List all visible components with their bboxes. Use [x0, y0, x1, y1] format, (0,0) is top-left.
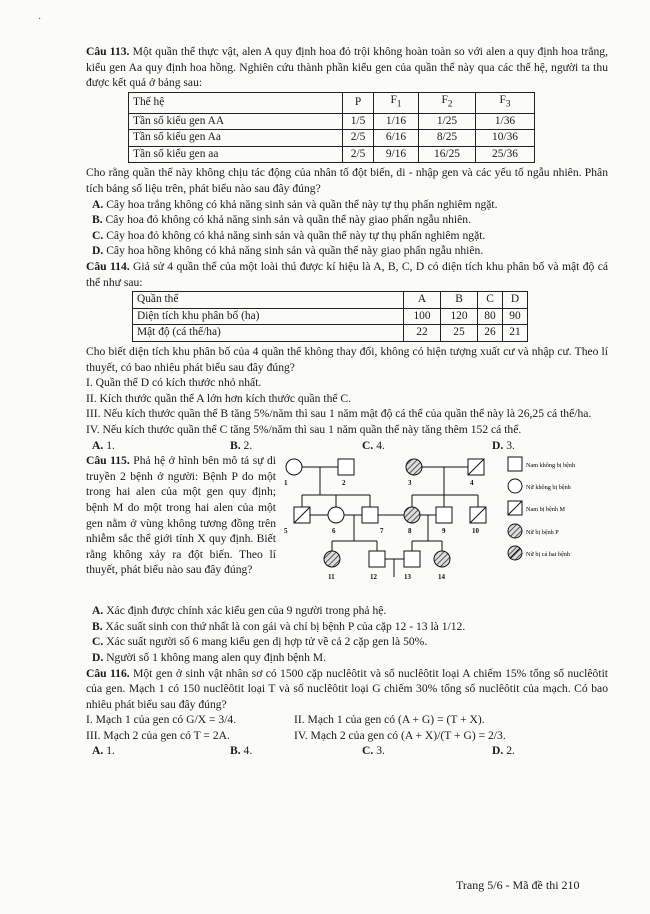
statement: II. Mạch 1 của gen có (A + G) = (T + X).: [294, 713, 485, 727]
table-cell: 8/25: [419, 130, 476, 147]
answer-option[interactable]: C. Xác suất người số 6 mang kiểu gen dị hợp tử về cả 2 cặp gen là 50%.: [92, 635, 428, 649]
pedigree-number: 1: [284, 479, 288, 488]
legend-label: Nữ không bị bệnh: [526, 484, 571, 492]
question-text: Giả sử 4 quần thể của một loài thú được kí hiệu là A, B, C, D có diện tích khu phân bố và mật độ cá thể như sau:: [86, 260, 608, 289]
legend-label: Nữ bị cả hai bệnh: [526, 551, 570, 559]
answer-option[interactable]: B. Xác suất sinh con thứ nhất là con gái và chỉ bị bệnh P của cặp 12 - 13 là 1/12.: [92, 619, 466, 633]
pedigree-diagram: [282, 453, 612, 603]
table-header: Quần thể: [133, 292, 404, 309]
statement: I. Mạch 1 của gen có G/X = 3/4.: [86, 713, 237, 727]
table-cell: 2/5: [343, 146, 374, 163]
female-unaffected-icon: [508, 479, 522, 493]
table-header: C: [478, 292, 503, 309]
pedigree-number: 6: [332, 527, 336, 536]
pedigree-number: 4: [470, 479, 474, 488]
table-cell: Tần số kiểu gen aa: [129, 146, 343, 163]
table-row: [129, 113, 535, 130]
pedigree-number: 7: [380, 527, 384, 536]
answer-option[interactable]: D. Người số 1 không mang alen quy định bệnh M.: [92, 650, 326, 664]
pedigree-number: 12: [370, 573, 377, 582]
table-header: D: [503, 292, 528, 309]
table-cell: 1/36: [476, 113, 535, 130]
pedigree-number: 8: [408, 527, 412, 536]
question-text: Một gen ở sinh vật nhân sơ có 1500 cặp nuclêôtit và số nuclêôtit loại A chiếm 15% tổng số nuclêôtit của gen. Mạch 1 có 150 nuclêôtit loại T và số nuclêôtit loại G chiếm 30% tổng số nuclêôtit của mạch. Có bao nhiêu phát biểu sau đây đúng?: [86, 666, 609, 711]
statement: III. Mạch 2 của gen có T = 2A.: [86, 728, 230, 742]
table-header: $F_3$: [476, 92, 535, 113]
answer-option[interactable]: A. Cây hoa trắng không có khả năng sinh sản và quần thể này tự thụ phấn nghiêm ngặt.: [92, 197, 498, 211]
table-cell: 10/36: [476, 130, 535, 147]
question-text: Cho rằng quần thể này không chịu tác động của nhân tố đột biến, di - nhập gen và các yếu tố ngẫu nhiên. Phân tích bảng số liệu trên, phát biểu nào sau đây đúng?: [86, 166, 608, 196]
table-header-row: [133, 292, 528, 309]
answer-option[interactable]: A. Xác định được chính xác kiểu gen của 9 người trong phả hệ.: [92, 604, 387, 618]
pedigree-number: 11: [328, 573, 335, 582]
exam-page: [86, 44, 608, 759]
table-header: B: [441, 292, 478, 309]
table-cell: 80: [478, 308, 503, 325]
question-number: Câu 113.: [86, 45, 130, 58]
table-cell: 25/36: [476, 146, 535, 163]
table-row: [133, 325, 528, 342]
legend-label: Nam bị bệnh M: [526, 506, 566, 514]
answer-option[interactable]: D. 2.: [492, 744, 515, 758]
answer-option[interactable]: C. 3.: [362, 744, 385, 758]
female-disease-p-icon: [508, 524, 522, 538]
answer-options-row: [86, 743, 608, 759]
table-row: [129, 146, 535, 163]
answer-option[interactable]: A. 1.: [92, 438, 115, 452]
pedigree-number: 5: [284, 527, 288, 536]
answer-option[interactable]: D. 3.: [492, 438, 515, 452]
statement: IV. Nếu kích thước quần thể C tăng 5%/năm thì sau 1 năm quần thể này tăng thêm 152 cá thể.: [86, 422, 522, 436]
pedigree-number: 9: [442, 527, 446, 536]
table-cell: 90: [503, 308, 528, 325]
statement: III. Nếu kích thước quần thể B tăng 5%/năm thì sau 1 năm mật độ cá thể của quần thể này là 26,25 cá thể/ha.: [86, 407, 592, 421]
table-cell: Tần số kiểu gen AA: [129, 113, 343, 130]
population-table: [132, 291, 528, 342]
statement: IV. Mạch 2 của gen có (A + X)/(T + G) = 2/3.: [294, 728, 506, 742]
question-text: Cho biết diện tích khu phân bố của 4 quần thể không thay đổi, không có hiện tượng xuất cư và nhập cư. Theo lí thuyết, có bao nhiêu phát biểu sau đây đúng?: [86, 344, 608, 374]
question-116: [86, 666, 608, 760]
question-115: [86, 453, 608, 665]
answer-option[interactable]: A. 1.: [92, 744, 115, 758]
pedigree-number: 3: [408, 479, 412, 488]
pedigree-number: 14: [438, 573, 445, 582]
table-cell: 26: [478, 325, 503, 342]
question-text: Phả hệ ở hình bên mô tả sự di truyền 2 bệnh ở người: Bệnh P do một trong hai alen của một gen quy định; bệnh M do một trong hai alen của một gen nằm ở vùng không tương đồng trên nhiễm sắc thể giới tính X quy định. Biết rằng không xảy ra đột biến. Theo lí thuyết, phát biểu nào sau đây đúng?: [86, 454, 277, 577]
table-cell: 6/16: [374, 130, 419, 147]
question-number: Câu 116.: [86, 666, 130, 680]
statement: I. Quần thể D có kích thước nhỏ nhất.: [86, 376, 262, 390]
answer-option[interactable]: C. Cây hoa đỏ không có khả năng sinh sản và quần thể này tự thụ phấn nghiêm ngặt.: [92, 228, 486, 242]
pedigree-legend: [508, 457, 576, 560]
question-number: Câu 114.: [86, 260, 130, 273]
table-cell: 120: [441, 308, 478, 325]
table-cell: 1/25: [419, 113, 476, 130]
answer-option[interactable]: C. 4.: [362, 438, 385, 452]
table-cell: Mật độ (cá thể/ha): [133, 325, 404, 342]
page-footer: Trang 5/6 - Mã đề thi 210: [456, 878, 580, 892]
statement: II. Kích thước quần thể A lớn hơn kích thước quần thể C.: [86, 391, 352, 405]
answer-option[interactable]: B. 4.: [230, 744, 253, 758]
answer-option[interactable]: B. Cây hoa đỏ không có khả năng sinh sản và quần thể này giao phấn ngẫu nhiên.: [92, 213, 471, 227]
pedigree-number: 13: [404, 573, 411, 582]
question-113: [86, 44, 608, 259]
question-number: Câu 115.: [86, 454, 130, 468]
male-unaffected-icon: [508, 457, 522, 471]
table-cell: 21: [503, 325, 528, 342]
question-text: Một quần thể thực vật, alen A quy định hoa đỏ trội không hoàn toàn so với alen a quy định hoa trắng, kiểu gen Aa quy định hoa hồng. Nghiên cứu thành phần kiểu gen của quần thể này qua các thế hệ, người ta thu được kết quả ở bảng sau:: [86, 45, 608, 90]
table-cell: Diện tích khu phân bố (ha): [133, 308, 404, 325]
legend-label: Nam không bị bệnh: [526, 462, 575, 470]
table-cell: 25: [441, 325, 478, 342]
table-cell: 22: [404, 325, 441, 342]
legend-label: Nữ bị bệnh P: [526, 529, 559, 537]
answer-option[interactable]: D. Cây hoa hồng không có khả năng sinh sản và quần thể này giao phấn ngẫu nhiên.: [92, 244, 484, 258]
table-header: $F_1$: [374, 92, 419, 113]
table-row: [129, 130, 535, 147]
table-header: $F_2$: [419, 92, 476, 113]
pedigree-number: 10: [472, 527, 479, 536]
answer-options-row: [86, 438, 608, 454]
table-header-row: [129, 92, 535, 113]
table-cell: 100: [404, 308, 441, 325]
table-cell: 1/16: [374, 113, 419, 130]
genotype-table: [128, 92, 535, 164]
table-cell: Tần số kiểu gen Aa: [129, 130, 343, 147]
scan-mark: ·: [38, 14, 42, 25]
table-header: A: [404, 292, 441, 309]
question-114: [86, 259, 608, 453]
table-header: P: [343, 92, 374, 113]
table-cell: 1/5: [343, 113, 374, 130]
pedigree-number: 2: [342, 479, 346, 488]
table-cell: 2/5: [343, 130, 374, 147]
table-row: [133, 308, 528, 325]
answer-option[interactable]: B. 2.: [230, 438, 253, 452]
table-header: Thế hệ: [129, 92, 343, 113]
table-cell: 16/25: [419, 146, 476, 163]
table-cell: 9/16: [374, 146, 419, 163]
